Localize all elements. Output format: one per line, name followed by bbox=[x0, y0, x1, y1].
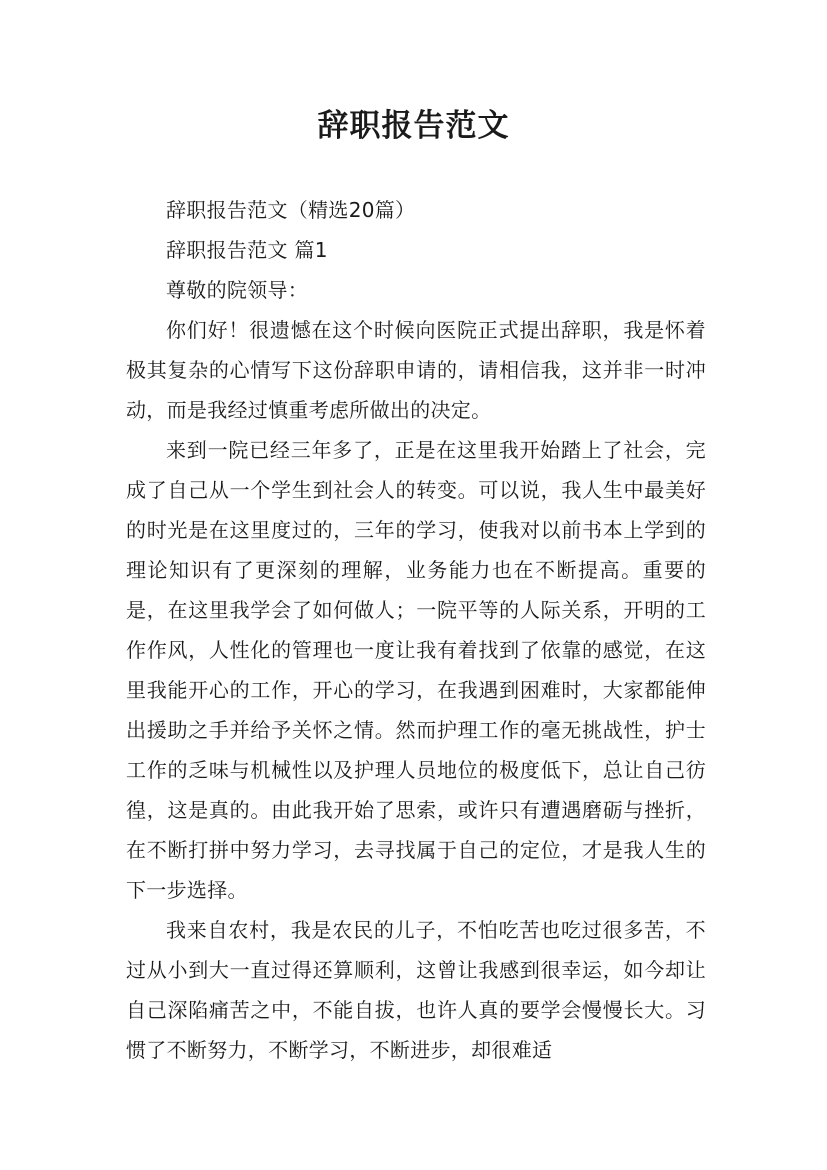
document-body bbox=[126, 190, 706, 1070]
body-paragraph: 我来自农村，我是农民的儿子，不怕吃苦也吃过很多苦，不过从小到大一直过得还算顺利，这曾让我感到很幸运，如今却让自己深陷痛苦之中，不能自拔，也许人真的要学会慢慢长大。习惯了不断努力，不断学习，不断进步，却很难适 bbox=[126, 918, 706, 1062]
document-title: 辞职报告范文 bbox=[317, 108, 510, 144]
subtitle-line: 辞职报告范文（精选20篇） bbox=[166, 198, 416, 222]
body-paragraph: 你们好！很遗憾在这个时候向医院正式提出辞职，我是怀着极其复杂的心情写下这份辞职申请的，请相信我，这并非一时冲动，而是我经过慎重考虑所做出的决定。 bbox=[126, 318, 706, 422]
body-paragraph: 来到一院已经三年多了，正是在这里我开始踏上了社会，完成了自己从一个学生到社会人的转变。可以说，我人生中最美好的时光是在这里度过的，三年的学习，使我对以前书本上学到的理论知识有了更深刻的理解，业务能力也在不断提高。重要的是，在这里我学会了如何做人；一院平等的人际关系，开明的工作作风，人性化的管理也一度让我有着找到了依靠的感觉，在这里我能开心的工作，开心的学习，在我遇到困难时，大家都能伸出援助之手并给予关怀之情。然而护理工作的毫无挑战性，护士工作的乏味与机械性以及护理人员地位的极度低下，总让自己彷徨，这是真的。由此我开始了思索，或许只有遭遇磨砺与挫折，在不断打拼中努力学习，去寻找属于自己的定位，才是我人生的下一步选择。 bbox=[126, 438, 706, 902]
section-heading: 辞职报告范文 篇1 bbox=[166, 238, 328, 262]
salutation: 尊敬的院领导： bbox=[166, 278, 309, 302]
